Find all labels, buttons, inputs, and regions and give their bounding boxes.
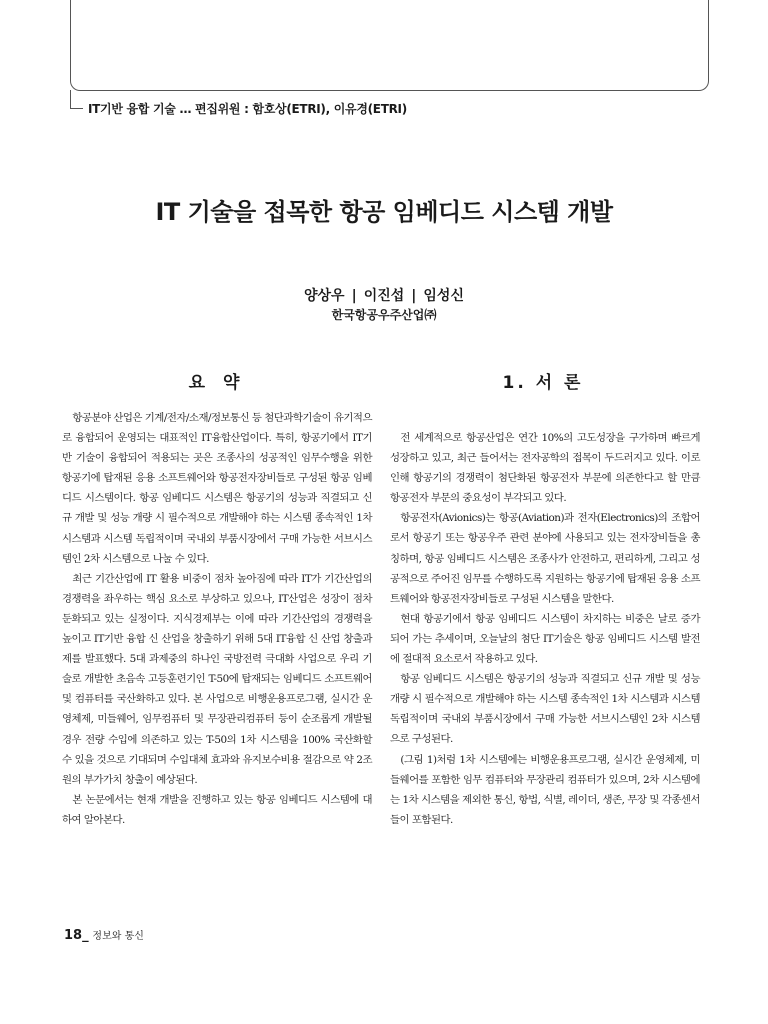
introduction-paragraph: 항공 임베디드 시스템은 항공기의 성능과 직결되고 신규 개발 및 성능 개량 시 필수적으로 개발해야 하는 시스템 종속적인 1차 시스템과 시스템 독립적이며 국내외 부품시장에서 구매 가능한 서브시스템인 2차 시스템으로 구성된다.	[390, 673, 700, 746]
header-frame-hook	[70, 90, 83, 109]
author-separator: |	[411, 288, 417, 304]
affiliation: 한국항공우주산업㈜	[331, 308, 437, 322]
header-editors: 편집위원 : 함호상(ETRI), 이유경(ETRI)	[195, 102, 407, 116]
author-2: 이진섭	[363, 288, 405, 304]
author-3: 임성신	[423, 288, 464, 304]
introduction-paragraph: 항공전자(Avionics)는 항공(Aviation)과 전자(Electronics)의 조합어로서 항공기 또는 항공우주 관련 분야에 사용되고 있는 전자장비들을 총칭하며, 항공 임베디드 시스템은 조종사가 안전하고, 편리하게, 그리고 성공적으로 주어진 임무를 수행하도록 지원하는 항공기에 탑재된 응용 소프트웨어와 항공전자장비들로 구성된 시스템을 말한다.	[390, 512, 700, 605]
author-1: 양상우	[304, 288, 345, 304]
running-header	[88, 100, 407, 117]
introduction-paragraph: 현대 항공기에서 항공 임베디드 시스템이 차지하는 비중은 날로 증가 되어 가는 추세이며, 오늘날의 첨단 IT기술은 항공 임베디드 시스템 발전에 절대적 요소로서 작용하고 있다.	[390, 612, 700, 666]
abstract-column	[62, 408, 372, 830]
footer-underscore: _	[82, 928, 89, 943]
author-separator: |	[351, 288, 357, 304]
abstract-heading: 요 약	[188, 373, 246, 393]
publication-name: 정보와 통신	[92, 931, 144, 942]
introduction-column	[390, 428, 700, 830]
introduction-heading: 1. 서 론	[502, 373, 584, 393]
header-separator: …	[179, 102, 192, 116]
abstract-paragraph: 항공분야 산업은 기계/전자/소재/정보통신 등 첨단과학기술이 유기적으로 융합되어 운영되는 대표적인 IT융합산업이다. 특히, 항공기에서 IT기반 기술이 융합되어 적용되는 곳은 조종사의 성공적인 임무수행을 위한 항공기에 탑재된 응용 소프트웨어와 항공전자장비들로 구성된 항공 임베디드 시스템이다. 항공 임베디드 시스템은 항공기의 성능과 직결되고 신규 개발 및 성능 개량 시 필수적으로 개발해야 하는 시스템 종속적인 1차 시스템과 시스템 독립적이며 국내외 부품시장에서 구매 가능한 서브시스템인 2차 시스템으로 나눌 수 있다.	[62, 412, 372, 565]
page-number: 18	[64, 928, 83, 943]
introduction-paragraph: 전 세계적으로 항공산업은 연간 10%의 고도성장을 구가하며 빠르게 성장하고 있고, 최근 들어서는 전자공학의 접목이 두드러지고 있다. 이로 인해 항공기의 경쟁력이 첨단화된 항공전자 부문에 의존한다고 할 만큼 항공전자 부문의 중요성이 부각되고 있다.	[390, 432, 700, 505]
abstract-paragraph: 본 논문에서는 현재 개발을 진행하고 있는 항공 임베디드 시스템에 대하여 알아본다.	[62, 793, 372, 826]
header-frame	[70, 0, 709, 91]
abstract-paragraph: 최근 기간산업에 IT 활용 비중이 점차 높아짐에 따라 IT가 기간산업의 경쟁력을 좌우하는 핵심 요소로 부상하고 있으나, IT산업은 성장이 점차 둔화되고 있는 실정이다. 지식경제부는 이에 따라 기간산업의 경쟁력을 높이고 IT기반 융합 신 산업을 창출하기 위해 5대 IT융합 신 산업 창출과제를 발표했다. 5대 과제중의 하나인 국방전력 극대화 사업으로 우리 기술로 개발한 초음속 고등훈련기인 T-50에 탑재되는 임베디드 소프트웨어 및 컴퓨터를 국산화하고 있다. 본 사업으로 비행운용프로그램, 실시간 운영체제, 미들웨어, 임무컴퓨터 및 무장관리컴퓨터 등이 순조롭게 개발될 경우 전량 수입에 의존하고 있는 T-50의 1차 시스템을 100% 국산화할 수 있을 것으로 기대되며 수입대체 효과와 유지보수비용 절감으로 약 2조원의 부가가치 창출이 예상된다.	[62, 572, 372, 786]
author-list	[0, 285, 768, 305]
paper-title: IT 기술을 접목한 항공 임베디드 시스템 개발	[155, 198, 613, 226]
page-footer	[64, 927, 144, 943]
introduction-paragraph: (그림 1)처럼 1차 시스템에는 비행운용프로그램, 실시간 운영체제, 미들웨어를 포함한 임무 컴퓨터와 무장관리 컴퓨터가 있으며, 2차 시스템에는 1차 시스템을 제외한 통신, 항법, 식별, 레이더, 생존, 무장 및 각종센서들이 포함된다.	[390, 753, 700, 826]
header-section: IT기반 융합 기술	[88, 102, 176, 116]
